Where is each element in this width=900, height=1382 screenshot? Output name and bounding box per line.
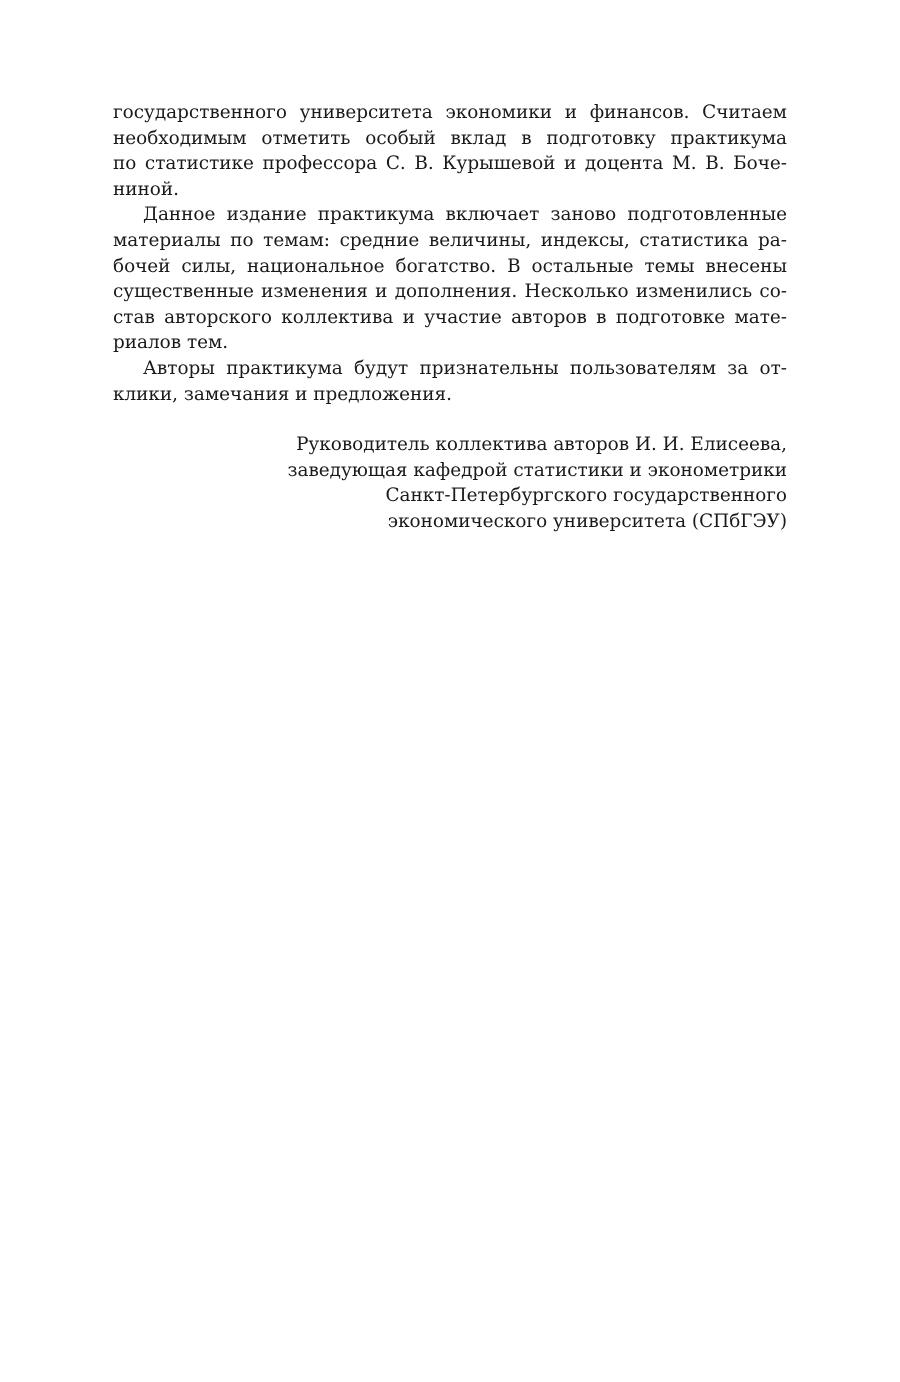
paragraph-acknowledgement [113, 100, 787, 202]
text-line: став авторского коллектива и участие авторов в подготовке мате- [113, 306, 787, 328]
signature-block [227, 432, 787, 534]
paragraph-edition-contents [113, 202, 787, 356]
text-line: существенные изменения и дополнения. Несколько изменились со- [113, 281, 787, 303]
text-line: Данное издание практикума включает заново подготовленные [143, 204, 787, 226]
text-line: клики, замечания и предложения. [113, 383, 453, 405]
text-line: по статистике профессора С. В. Курышевой и доцента М. В. Боче- [113, 153, 787, 175]
paragraph-feedback [113, 356, 787, 407]
signature-line: заведующая кафедрой статистики и эконометрики [287, 459, 787, 481]
text-line: государственного университета экономики и финансов. Считаем [113, 102, 787, 123]
document-body [113, 100, 787, 407]
text-line: ниной. [113, 178, 179, 200]
text-line: Авторы практикума будут признательны пользователям за от- [143, 357, 787, 379]
text-line: риалов тем. [113, 332, 229, 354]
signature-line: Санкт-Петербургского государственного [385, 485, 787, 507]
signature-line: экономического университета (СПбГЭУ) [387, 510, 787, 532]
signature-line: Руководитель коллектива авторов И. И. Елисеева, [296, 434, 787, 455]
text-line: материалы по темам: средние величины, индексы, статистика ра- [113, 229, 787, 251]
text-line: бочей силы, национальное богатство. В остальные темы внесены [113, 255, 787, 277]
text-line: необходимым отметить особый вклад в подготовку практикума [113, 127, 787, 149]
